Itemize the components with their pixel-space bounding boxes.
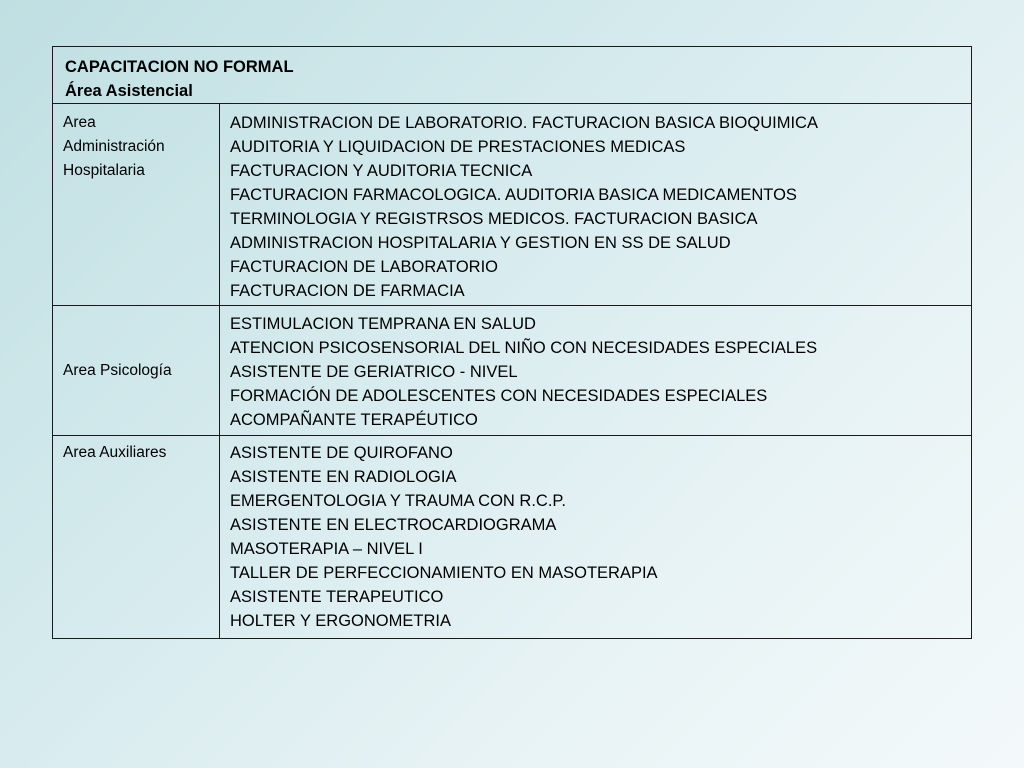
table-header-cell xyxy=(53,47,972,104)
course-item: EMERGENTOLOGIA Y TRAUMA CON R.C.P. xyxy=(230,492,566,510)
table-title: CAPACITACION NO FORMAL xyxy=(65,58,294,76)
course-item: HOLTER Y ERGONOMETRIA xyxy=(230,612,451,630)
area-label-line: Area xyxy=(63,114,96,131)
course-item: MASOTERAPIA – NIVEL I xyxy=(230,540,423,558)
table-row-administracion xyxy=(53,104,972,306)
course-item: ADMINISTRACION DE LABORATORIO. FACTURACION BASICA BIOQUIMICA xyxy=(230,114,818,132)
course-item: FACTURACION DE LABORATORIO xyxy=(230,258,499,276)
course-item: TERMINOLOGIA Y REGISTRSOS MEDICOS. FACTURACION BASICA xyxy=(230,210,758,228)
area-label-cell xyxy=(53,104,220,306)
table-header-row xyxy=(53,47,972,104)
area-label-line: Area Psicología xyxy=(63,361,172,379)
area-label-cell xyxy=(53,436,220,639)
area-label-line: Area Auxiliares xyxy=(63,444,167,461)
area-label-line: Administración xyxy=(63,138,165,155)
course-item: FACTURACION DE FARMACIA xyxy=(230,282,465,300)
table-row-auxiliares xyxy=(53,436,972,639)
table-row-psicologia xyxy=(53,306,972,436)
course-item: ADMINISTRACION HOSPITALARIA Y GESTION EN SS DE SALUD xyxy=(230,234,731,252)
course-item: FORMACIÓN DE ADOLESCENTES CON NECESIDADES ESPECIALES xyxy=(230,387,768,405)
course-list-cell xyxy=(220,436,972,639)
course-list-cell xyxy=(220,306,972,436)
course-item: ASISTENTE DE GERIATRICO - NIVEL xyxy=(230,363,518,381)
course-list-cell xyxy=(220,104,972,306)
course-item: ESTIMULACION TEMPRANA EN SALUD xyxy=(230,315,536,333)
course-item: FACTURACION FARMACOLOGICA. AUDITORIA BASICA MEDICAMENTOS xyxy=(230,186,797,204)
course-item: ASISTENTE DE QUIROFANO xyxy=(230,444,453,462)
area-label-cell xyxy=(53,306,220,436)
course-item: FACTURACION Y AUDITORIA TECNICA xyxy=(230,162,533,180)
course-item: ACOMPAÑANTE TERAPÉUTICO xyxy=(230,411,478,429)
course-item: ASISTENTE EN ELECTROCARDIOGRAMA xyxy=(230,516,557,534)
course-item: ASISTENTE EN RADIOLOGIA xyxy=(230,468,457,486)
course-item: TALLER DE PERFECCIONAMIENTO EN MASOTERAPIA xyxy=(230,564,658,582)
area-label-line: Hospitalaria xyxy=(63,162,145,179)
course-item: AUDITORIA Y LIQUIDACION DE PRESTACIONES MEDICAS xyxy=(230,138,686,156)
table-subtitle: Área Asistencial xyxy=(65,82,193,100)
courses-table xyxy=(52,46,972,639)
course-item: ATENCION PSICOSENSORIAL DEL NIÑO CON NECESIDADES ESPECIALES xyxy=(230,339,818,357)
course-item: ASISTENTE TERAPEUTICO xyxy=(230,588,444,606)
